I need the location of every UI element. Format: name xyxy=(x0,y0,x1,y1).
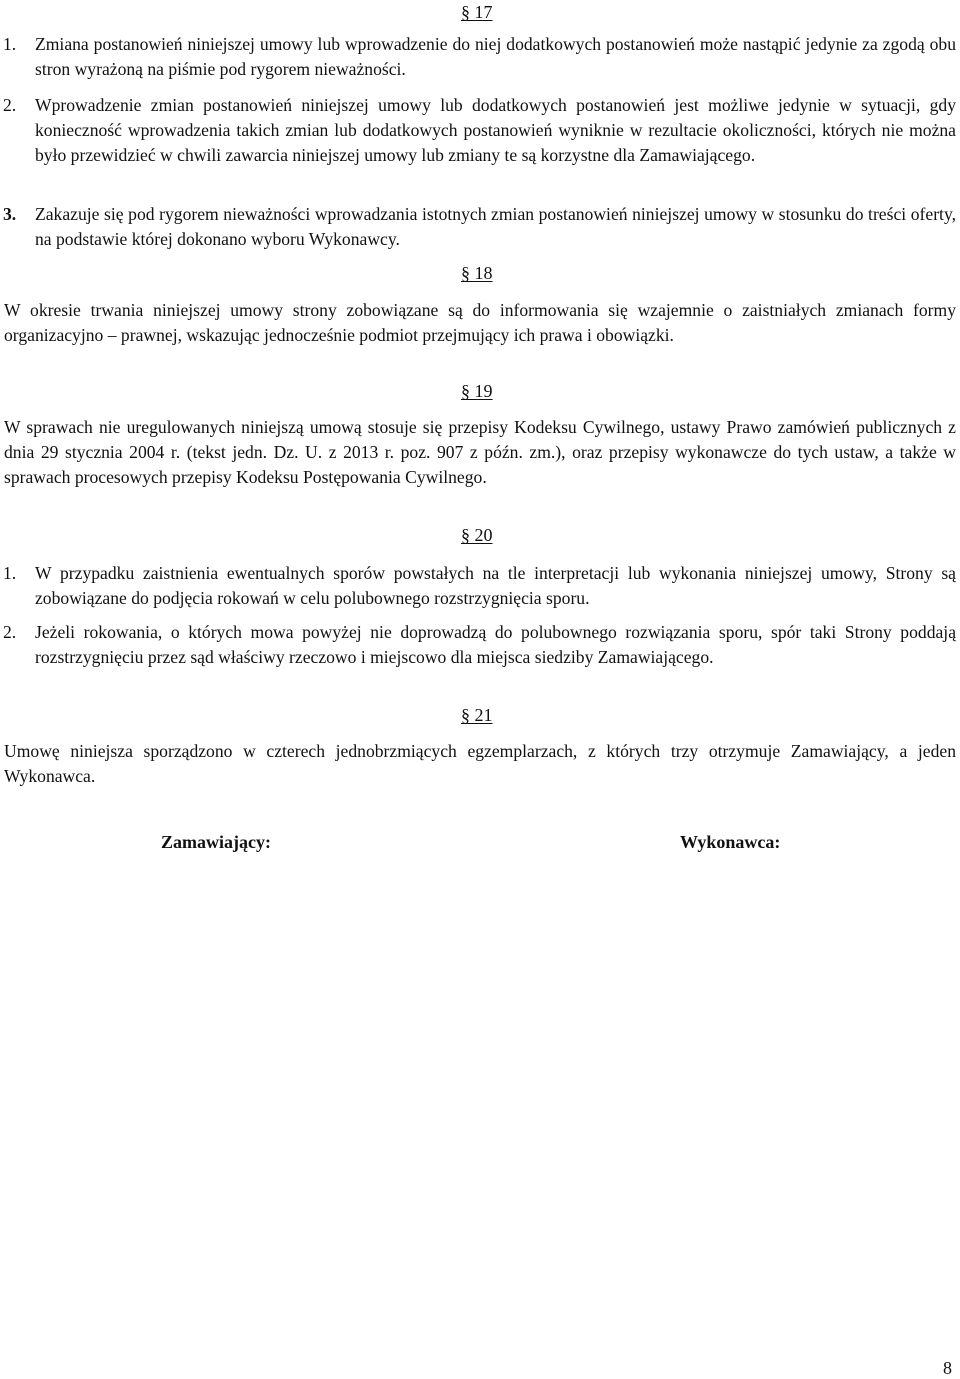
item-number: 2. xyxy=(3,95,17,115)
section-17-item-2 xyxy=(3,93,956,167)
page-number: 8 xyxy=(943,1358,952,1378)
signature-zamawiajacy: Zamawiający: xyxy=(161,832,271,852)
section-20-item-2 xyxy=(3,620,956,670)
section-21-heading: § 21 xyxy=(461,705,493,725)
item-text: Jeżeli rokowania, o których mowa powyżej nie doprowadzą do polubownego rozwiązania sporu, spór taki Strony poddają rozstrzygnięciu przez sąd właściwy rzeczowo i miejscowo dla miejsca siedziby Zamawiającego. xyxy=(35,622,956,667)
item-number: 2. xyxy=(3,622,17,642)
item-text: Wprowadzenie zmian postanowień niniejszej umowy lub dodatkowych postanowień jest możliwe jedynie w sytuacji, gdy konieczność wprowadzenia takich zmian lub dodatkowych postanowień wyniknie w rezultacie okoliczności, których nie można było przewidzieć w chwili zawarcia niniejszej umowy lub zmiany te są korzystne dla Zamawiającego. xyxy=(35,95,956,165)
item-number: 1. xyxy=(3,563,17,583)
item-text: W przypadku zaistnienia ewentualnych sporów powstałych na tle interpretacji lub wykonania niniejszej umowy, Strony są zobowiązane do podjęcia rokowań w celu polubownego rozstrzygnięcia sporu. xyxy=(35,563,956,608)
section-21-text: Umowę niniejsza sporządzono w czterech jednobrzmiących egzemplarzach, z których trzy otrzymuje Zamawiający, a jeden Wykonawca. xyxy=(4,741,956,786)
section-17-item-3 xyxy=(3,202,956,252)
section-19-text: W sprawach nie uregulowanych niniejszą umową stosuje się przepisy Kodeksu Cywilnego, ustawy Prawo zamówień publicznych z dnia 29 stycznia 2004 r. (tekst jedn. Dz. U. z 2013 r. poz. 907 z późn. zm.), oraz przepisy wykonawcze do tych ustaw, a także w sprawach procesowych przepisy Kodeksu Postępowania Cywilnego. xyxy=(4,417,956,487)
section-18-heading: § 18 xyxy=(461,263,493,283)
section-20-item-1 xyxy=(3,561,956,611)
item-number: 3. xyxy=(3,204,17,224)
section-20-heading: § 20 xyxy=(461,525,493,545)
item-number: 1. xyxy=(3,34,17,54)
section-17-heading: § 17 xyxy=(461,2,493,22)
item-text: Zakazuje się pod rygorem nieważności wprowadzania istotnych zmian postanowień niniejszej umowy w stosunku do treści oferty, na podstawie której dokonano wyboru Wykonawcy. xyxy=(35,204,956,249)
section-18-text: W okresie trwania niniejszej umowy strony zobowiązane są do informowania się wzajemnie o zaistniałych zmianach formy organizacyjno – prawnej, wskazując jednocześnie podmiot przejmujący ich prawa i obowiązki. xyxy=(4,300,956,345)
item-text: Zmiana postanowień niniejszej umowy lub wprowadzenie do niej dodatkowych postanowień może nastąpić jedynie za zgodą obu stron wyrażoną na piśmie pod rygorem nieważności. xyxy=(35,34,956,79)
section-17-item-1 xyxy=(3,32,956,82)
signature-wykonawca: Wykonawca: xyxy=(680,832,781,852)
section-19-heading: § 19 xyxy=(461,381,493,401)
